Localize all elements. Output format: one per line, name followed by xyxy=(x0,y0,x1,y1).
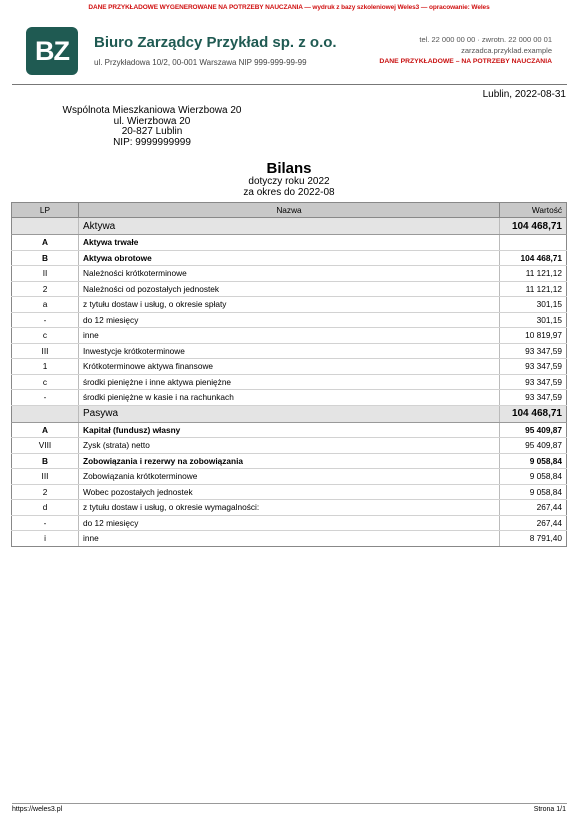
table-row xyxy=(12,343,567,359)
table-row xyxy=(12,297,567,313)
row-name: Należności krótkoterminowe xyxy=(79,266,500,282)
title-block xyxy=(0,161,578,198)
row-name: Aktywa xyxy=(79,218,500,235)
row-name: z tytułu dostaw i usług, o okresie wymagalności: xyxy=(79,500,500,516)
table-header-row xyxy=(12,203,567,218)
row-value: 93 347,59 xyxy=(500,390,567,406)
table-row xyxy=(12,484,567,500)
table-row xyxy=(12,438,567,454)
table-row xyxy=(12,515,567,531)
row-lp: 2 xyxy=(12,484,79,500)
header-value: Wartość xyxy=(500,203,567,218)
row-name: Zobowiązania i rezerwy na zobowiązania xyxy=(79,453,500,469)
footer-page-number: Strona 1/1 xyxy=(533,806,566,813)
row-name: Aktywa obrotowe xyxy=(79,250,500,266)
row-lp: c xyxy=(12,328,79,344)
row-value: 104 468,71 xyxy=(500,218,567,235)
table-body xyxy=(12,218,567,547)
row-value: 267,44 xyxy=(500,500,567,516)
row-lp: B xyxy=(12,250,79,266)
row-lp: i xyxy=(12,531,79,547)
row-lp: c xyxy=(12,374,79,390)
table-row xyxy=(12,281,567,297)
recipient-name: Wspólnota Mieszkaniowa Wierzbowa 20 xyxy=(62,105,242,116)
row-value: 9 058,84 xyxy=(500,484,567,500)
row-value: 301,15 xyxy=(500,297,567,313)
row-lp: VIII xyxy=(12,438,79,454)
row-name: inne xyxy=(79,531,500,547)
row-value: 267,44 xyxy=(500,515,567,531)
row-value: 301,15 xyxy=(500,312,567,328)
row-value: 93 347,59 xyxy=(500,343,567,359)
row-value: 10 819,97 xyxy=(500,328,567,344)
company-logo: BZ xyxy=(26,27,78,75)
recipient-address xyxy=(52,106,252,148)
table-row xyxy=(12,453,567,469)
row-lp: A xyxy=(12,235,79,251)
recipient-nip: NIP: 9999999999 xyxy=(113,136,191,148)
row-value: 104 468,71 xyxy=(500,405,567,422)
row-value: 104 468,71 xyxy=(500,250,567,266)
header-lp: LP xyxy=(12,203,79,218)
row-lp: 1 xyxy=(12,359,79,375)
row-name: Pasywa xyxy=(79,405,500,422)
row-lp: - xyxy=(12,515,79,531)
row-value xyxy=(500,235,567,251)
company-contact xyxy=(379,34,552,67)
row-lp: - xyxy=(12,312,79,328)
row-lp: II xyxy=(12,266,79,282)
table-row xyxy=(12,328,567,344)
table-row xyxy=(12,359,567,375)
row-value: 93 347,59 xyxy=(500,359,567,375)
table-row xyxy=(12,235,567,251)
row-lp: III xyxy=(12,469,79,485)
document-subtitle-year: dotyczy roku 2022 xyxy=(248,176,330,187)
row-lp xyxy=(12,218,79,235)
footer-divider xyxy=(12,803,567,804)
table-row xyxy=(12,374,567,390)
row-name: środki pieniężne i inne aktywa pieniężne xyxy=(79,374,500,390)
table-row xyxy=(12,422,567,438)
table-row xyxy=(12,500,567,516)
document-title: Bilans xyxy=(266,160,312,177)
row-name: Kapitał (fundusz) własny xyxy=(79,422,500,438)
row-name: Aktywa trwałe xyxy=(79,235,500,251)
row-name: Wobec pozostałych jednostek xyxy=(79,484,500,500)
document-date: Lublin, 2022-08-31 xyxy=(482,89,566,100)
footer-url: https://weles3.pl xyxy=(12,806,63,813)
company-name: Biuro Zarządcy Przykład sp. z o.o. xyxy=(94,34,337,51)
contact-site: zarzadca.przyklad.example xyxy=(461,46,552,55)
row-name: z tytułu dostaw i usług, o okresie spłaty xyxy=(79,297,500,313)
row-lp xyxy=(12,405,79,422)
row-name: do 12 miesięcy xyxy=(79,312,500,328)
table-row xyxy=(12,531,567,547)
row-lp: A xyxy=(12,422,79,438)
document-subtitle-period: za okres do 2022-08 xyxy=(243,187,335,198)
row-value: 93 347,59 xyxy=(500,374,567,390)
row-name: Należności od pozostałych jednostek xyxy=(79,281,500,297)
contact-notice: DANE PRZYKŁADOWE – NA POTRZEBY NAUCZANIA xyxy=(379,58,552,65)
row-name: środki pieniężne w kasie i na rachunkach xyxy=(79,390,500,406)
header-divider xyxy=(12,84,567,85)
company-address: ul. Przykładowa 10/2, 00-001 Warszawa NIP 999-999-99-99 xyxy=(94,58,307,67)
row-lp: III xyxy=(12,343,79,359)
row-value: 11 121,12 xyxy=(500,266,567,282)
row-lp: a xyxy=(12,297,79,313)
row-value: 9 058,84 xyxy=(500,453,567,469)
row-lp: - xyxy=(12,390,79,406)
row-name: do 12 miesięcy xyxy=(79,515,500,531)
row-name: inne xyxy=(79,328,500,344)
row-name: Inwestycje krótkoterminowe xyxy=(79,343,500,359)
balance-table xyxy=(11,202,567,547)
row-value: 95 409,87 xyxy=(500,422,567,438)
educational-banner: DANE PRZYKŁADOWE WYGENEROWANE NA POTRZEBY NAUCZANIA — wydruk z bazy szkoleniowej Weles3 — opracowanie: Weles xyxy=(88,4,490,11)
row-name: Zobowiązania krótkoterminowe xyxy=(79,469,500,485)
contact-phone: tel. 22 000 00 00 · zwrotn. 22 000 00 01 xyxy=(419,35,552,44)
table-row xyxy=(12,469,567,485)
row-lp: 2 xyxy=(12,281,79,297)
row-value: 11 121,12 xyxy=(500,281,567,297)
table-row xyxy=(12,390,567,406)
table-row xyxy=(12,312,567,328)
row-value: 8 791,40 xyxy=(500,531,567,547)
row-value: 95 409,87 xyxy=(500,438,567,454)
row-lp: B xyxy=(12,453,79,469)
row-value: 9 058,84 xyxy=(500,469,567,485)
row-name: Krótkoterminowe aktywa finansowe xyxy=(79,359,500,375)
table-row xyxy=(12,266,567,282)
section-row xyxy=(12,218,567,235)
table-row xyxy=(12,250,567,266)
section-row xyxy=(12,405,567,422)
row-lp: d xyxy=(12,500,79,516)
row-name: Zysk (strata) netto xyxy=(79,438,500,454)
recipient-city: 20-827 Lublin xyxy=(121,126,183,137)
header-name: Nazwa xyxy=(79,203,500,218)
recipient-street: ul. Wierzbowa 20 xyxy=(113,115,191,127)
